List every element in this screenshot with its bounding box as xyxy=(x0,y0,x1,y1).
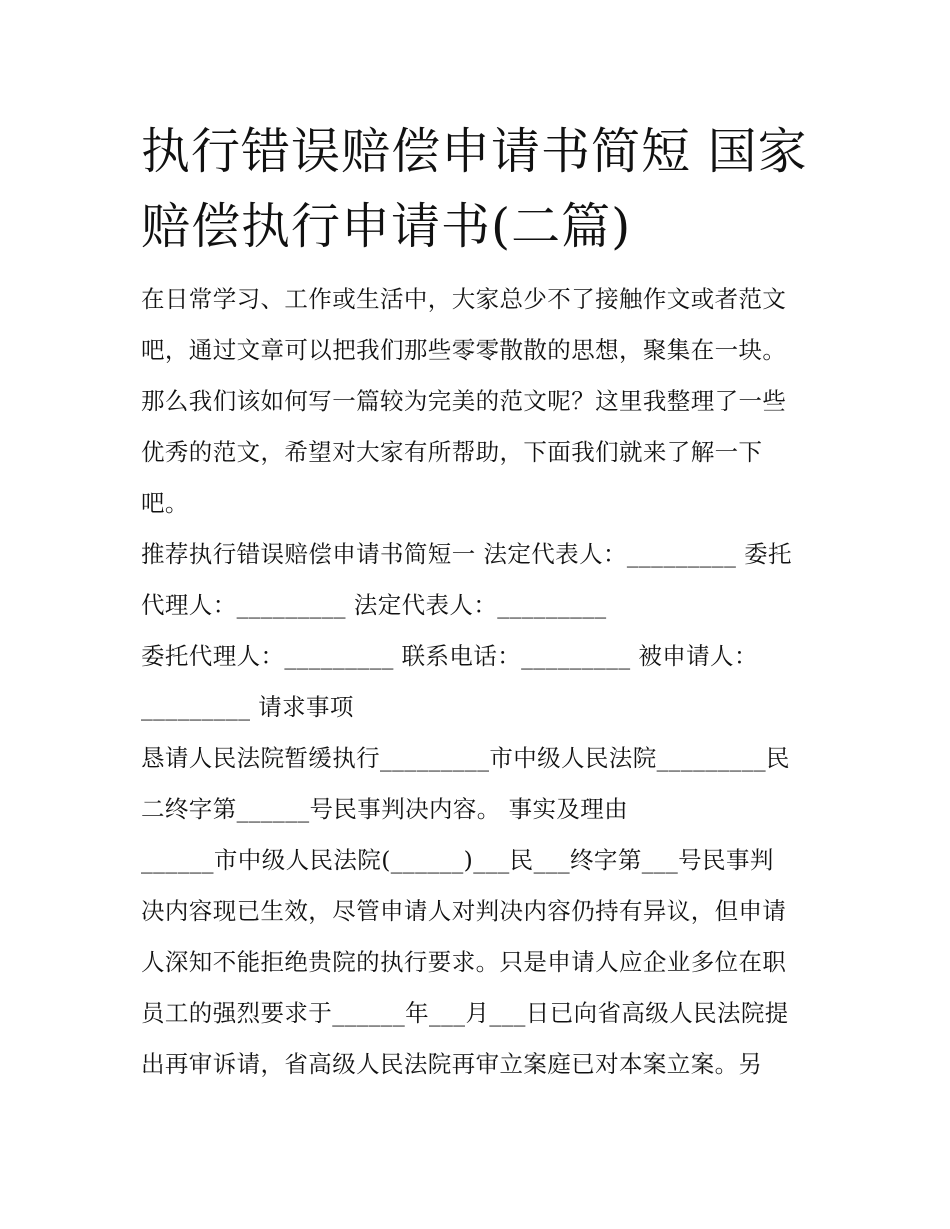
text-line: 推荐执行错误赔偿申请书简短一 法定代表人：_________ 委托 xyxy=(141,540,792,568)
text-line: 吧，通过文章可以把我们那些零零散散的思想，聚集在一块。 xyxy=(141,336,787,364)
text-line: 委托代理人：_________ 联系电话：_________ 被申请人： xyxy=(141,642,758,670)
text-line: 出再审诉请，省高级人民法院再审立案庭已对本案立案。另 xyxy=(141,1050,763,1078)
text-line: 恳请人民法院暂缓执行_________市中级人民法院_________民 xyxy=(141,744,790,772)
text-line: _________ 请求事项 xyxy=(141,693,354,721)
text-line: ______市中级人民法院(______)___民___终字第___号民事判 xyxy=(141,846,774,874)
text-line: 优秀的范文，希望对大家有所帮助，下面我们就来了解一下 xyxy=(141,438,763,466)
intro-paragraph xyxy=(141,274,831,529)
respondent-paragraph xyxy=(141,631,831,733)
text-line: 代理人：_________ 法定代表人：_________ xyxy=(141,591,607,619)
text-line: 决内容现已生效，尽管申请人对判决内容仍持有异议，但申请 xyxy=(141,897,787,925)
party-info-paragraph xyxy=(141,529,831,631)
title-line: 执行错误赔偿申请书简短 国家 xyxy=(141,123,808,180)
request-paragraph xyxy=(141,733,831,1090)
text-line: 在日常学习、工作或生活中，大家总少不了接触作文或者范文 xyxy=(141,285,787,313)
text-line: 人深知不能拒绝贵院的执行要求。只是申请人应企业多位在职 xyxy=(141,948,787,976)
text-line: 那么我们该如何写一篇较为完美的范文呢？这里我整理了一些 xyxy=(141,387,787,415)
text-line: 员工的强烈要求于______年___月___日已向省高级人民法院提 xyxy=(141,999,789,1027)
document-title xyxy=(141,114,831,264)
title-line: 赔偿执行申请书(二篇) xyxy=(141,198,632,255)
text-line: 二终字第______号民事判决内容。 事实及理由 xyxy=(141,795,629,823)
text-line: 吧。 xyxy=(141,489,189,517)
